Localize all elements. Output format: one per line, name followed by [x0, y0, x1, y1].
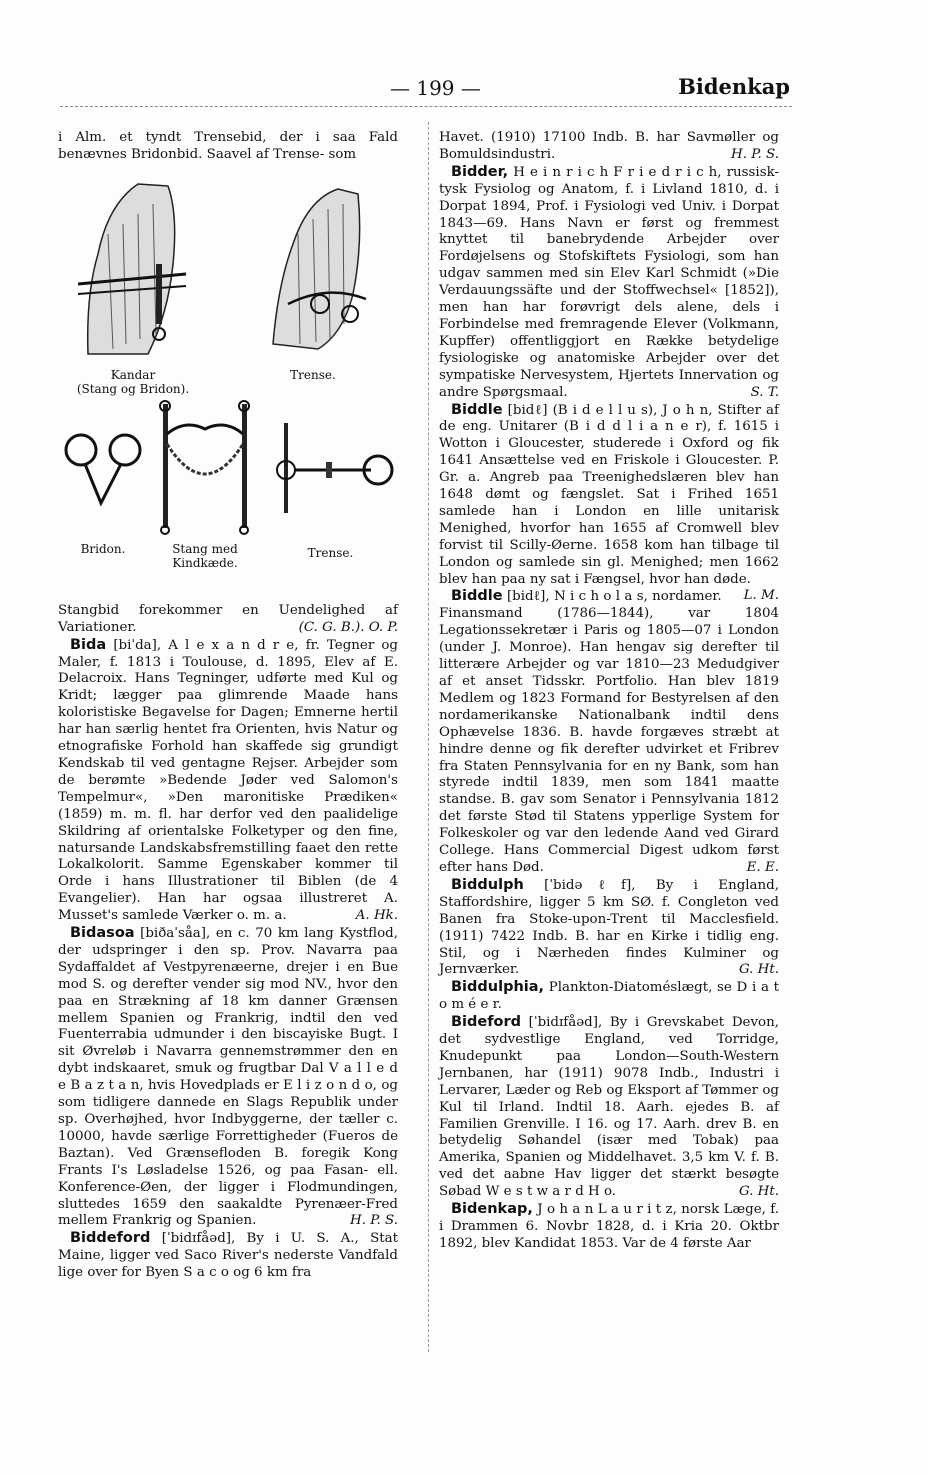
entry-signature: S. T. [750, 384, 779, 400]
entry-text: H e i n r i c h F r i e d r i c h, russisk-tysk Fysiolog og Anatom, f. i Livland 1810, d. i Dorpat 1894, Prof. i Fysiologi ved Univ. i Dorpat 1843—69. Hans Navn er først og fremmest knyttet til banebrydende Arbejder over Fordøjelsens og Stofskiftets Fysiologi, som han udgav sammen med sin Elev Karl Schmidt (»Die Verdauungssäfte und der Stoffwechsel« [1852]), men han har forøvrigt dels alene, dels i Forbindelse med fremragende Elever (Volkmann, Kupffer) offentliggjort en Række betydelige fysiologiske og anatomiske Arbejder over det sympatiske Nervesystem, Hjertets Innervation og andre Spørgsmaal. [439, 164, 779, 400]
entry-biddeford [58, 1230, 398, 1282]
headword: Bida [70, 636, 107, 653]
entry-text: Plankton-Diatoméslægt, se D i a t o m é e r. [439, 980, 779, 1013]
entry-text: [ˈbidɪfåəd], By i Grevskabet Devon, det sydvestlige England, ved Torridge, Knudepunkt paa London—South-Western Jernbanen, har (1911) 9078 Indb., Industri i Lervarer, Læder og Reb og Eksport af Tømmer og Kul til Irland. Indtil 18. Aarh. ejedes B. af Familien Grenville. I 16. og 17. Aarh. drev B. en betydelig Søhandel (især med Tobak) paa Amerika, Spanien og Middelhavet. 3,5 km V. f. B. ved det aabne Hav ligger det stærkt besøgte Søbad W e s t w a r d H o. [439, 1015, 779, 1200]
figure-stang-caption: Stang med Kindkæde. [172, 541, 238, 570]
figure-trense-bit [263, 418, 398, 560]
entry-bida [58, 637, 398, 925]
entry-signature: E. E. [746, 859, 779, 875]
trense-horse-head-illustration [258, 174, 368, 364]
trense-bit-illustration [266, 418, 396, 528]
entry-signature: L. M. [743, 588, 779, 604]
entry-text: J o h a n L a u r i t z, norsk Læge, f. i Drammen 6. Novbr 1828, d. i Kria 20. Oktbr 1892, blev Kandidat 1853. Var de 4 første Aar [439, 1202, 779, 1251]
entry-text: [ˈbidɪfåəd], By i U. S. A., Stat Maine, ligger ved Saco River's nederste Vandfald lige over for Byen S a c o og 6 km fra [58, 1231, 399, 1281]
entry-text: [bidℓ], N i c h o l a s, nordamer. Finansmand (1786—1844), var 1804 Legationssekretær i Paris og 1805—07 i London (under J. Monroe). Han hengav sig derefter til litterære Arbejder og var 1810—23 Medudgiver af et anset Tidsskr. Portfolio. Han blev 1819 Medlem og 1823 Formand for Bestyrelsen af den nordamerikanske Nationalbank indtil dens Ophævelse 1836. B. havde forgæves stræbt at hindre denne og fik derefter udvirket et Fribrev fra Staten Pennsylvania for en ny Bank, som han styrede indtil 1839, men som 1841 maatte standse. B. gav som Senator i Pennsylvania 1812 det første Stød til Statens ypperlige System for Folkeskoler og var den ledende Aand ved Girard College. Hans Commercial Digest udkom først efter hans Død. [439, 589, 779, 875]
entry-continuation [439, 130, 779, 164]
entry-signature: G. Ht. [738, 962, 779, 978]
page-number: — 199 — [390, 76, 481, 100]
figure-bridon [58, 408, 148, 556]
headword: Bidasoa [70, 925, 135, 942]
entry-text: [biˈda], A l e x a n d r e, fr. Tegner og Maler, f. 1813 i Toulouse, d. 1895, Elev af E. Delacroix. Hans Tegninger, udførte med Kul og Kridt; lægger paa glimrende Maade hans koloristiske Begavelse for Dagen; Emnerne hertil har han særlig hentet fra Orienten, hvis Natur og etnografiske Forhold han skaffede sig grundigt Kendskab til ved gentagne Rejser. Arbejder som de berømte »Bedende Jøder ved Salomon's Tempelmur«, »Den maronitiske Prædiken« (1859) m. m. fl. har derfor ved den paalidelige Skildring af orientalske Folketyper og den fine, natursande Landskabsfremstilling faaet den rette Lokalkolorit. Samme Egenskaber kommer til Orde i hans Illustrationer til Biblen (de 4 Evangelier). Han har ogsaa illustreret A. Musset's samlede Værker o. m. a. [58, 637, 398, 924]
figure-row-bottom [58, 408, 398, 603]
entry-signature: H. P. S. [731, 146, 779, 162]
entry-biddulphia [439, 979, 779, 1014]
kandar-horse-head-illustration [78, 174, 188, 364]
entry-signature: H. P. S. [350, 1213, 398, 1229]
running-head: Bidenkap [678, 74, 790, 99]
column-divider [428, 122, 429, 1352]
stangbid-text: Stangbid forekommer en Uendelighed af Variationer. [58, 602, 398, 635]
entry-bidenkap [439, 1201, 779, 1253]
header-divider [60, 106, 792, 107]
figure-kandar-caption: Kandar (Stang og Bridon). [76, 367, 190, 396]
figure-trense-top-caption: Trense. [290, 367, 336, 382]
entry-biddle-john [439, 401, 780, 604]
entry-signature: G. Ht. [738, 1184, 779, 1200]
figure-kandar [58, 174, 208, 396]
entry-bidasoa [58, 925, 398, 1230]
figure-row-top [58, 164, 398, 404]
stang-med-kindkaede-illustration [155, 394, 255, 538]
stangbid-paragraph [58, 603, 398, 637]
entry-bidder [439, 164, 779, 402]
entry-biddle-nicholas [439, 588, 779, 876]
entry-text: Havet. (1910) 17100 Indb. B. har Savmøller og Bomuldsindustri. [439, 130, 779, 162]
headword: Bidenkap, [451, 1201, 533, 1218]
right-column [439, 130, 779, 1253]
figure-stang-med-kindkaede [150, 394, 260, 570]
headword: Biddulphia, [451, 979, 545, 996]
entry-biddulph [439, 877, 779, 979]
page-header [60, 72, 790, 108]
headword: Biddle [451, 401, 503, 418]
bridon-bit-illustration [63, 408, 143, 538]
headword: Biddle [451, 588, 503, 605]
figure-trense-top [238, 174, 388, 382]
stangbid-signature: (C. G. B.). O. P. [298, 619, 398, 635]
intro-text: i Alm. et tyndt Trensebid, der i saa Fald benævnes Bridonbid. Saavel af Trense- som [58, 130, 398, 162]
headword: Biddulph [451, 876, 524, 893]
entry-text: [ˈbidəℓf], By i England, Staffordshire, ligger 5 km SØ. f. Congleton ved Banen fra Stoke-upon-Trent til Macclesfield. (1911) 7422 Indb. B. har en Kirke i tidlig eng. Stil, og i Nærheden findes Kulminer og Jernværker. [439, 877, 779, 978]
entry-signature: A. Hk. [355, 908, 398, 924]
entry-text: [biðaˈsåa], en c. 70 km lang Kystflod, der udspringer i den sp. Prov. Navarra paa Sydaffaldet af Vestpyrenæerne, drejer i en Bue mod S. og derefter vender sig mod NV., hvor den paa en Strækning af 18 km danner Grænsen mellem Spanien og Frankrig, indtil den ved Fuenterrabia udmunder i den biscayiske Bugt. I sit Øvreløb i Navarra gennemstrømmer den en dybt indskaaret, smuk og frugtbar Dal V a l l e d e B a z t a n, hvis Hovedplads er E l i z o n d o, og som tidligere dannede en Slags Republik under sp. Overhøjhed, hvor Indbyggerne, der tæller c. 10000, havde særlige Forrettigheder (Fueros de Baztan). Ved Grænsefloden B. foregik Kong Frants I's Løsladelse 1526, og paa Fasan- ell. Konference-Øen, der ligger i Flodmundingen, sluttedes 1659 den saakaldte Pyrenæer-Fred mellem Frankrig og Spanien. [58, 926, 398, 1229]
headword: Bidder, [451, 163, 509, 180]
entry-bideford [439, 1014, 779, 1201]
left-column [58, 130, 398, 1282]
headword: Biddeford [70, 1230, 151, 1247]
headword: Bideford [451, 1014, 522, 1031]
figure-trense-bit-caption: Trense. [307, 545, 354, 560]
figure-bridon-caption: Bridon. [80, 541, 126, 556]
entry-text: [bidℓ] (B i d e l l u s), J o h n, Stifter af de eng. Unitarer (B i d d l i a n e r), f. 1615 i Wotton i Gloucester, studerede i Oxford og fik 1641 Ansættelse ved en Friskole i Gloucester. P. Gr. a. Angreb paa Treenighedslæren blev han 1648 dømt og fængslet. Sat i Frihed 1651 samlede han i London en lille unitarisk Menighed, hvorfor han 1655 af Cromwell blev forvist til Scilly-Øerne. 1658 kom han tilbage til London og samlede sin gl. Menighed; men 1662 blev han paa ny sat i Fængsel, hvor han døde. [439, 402, 780, 587]
